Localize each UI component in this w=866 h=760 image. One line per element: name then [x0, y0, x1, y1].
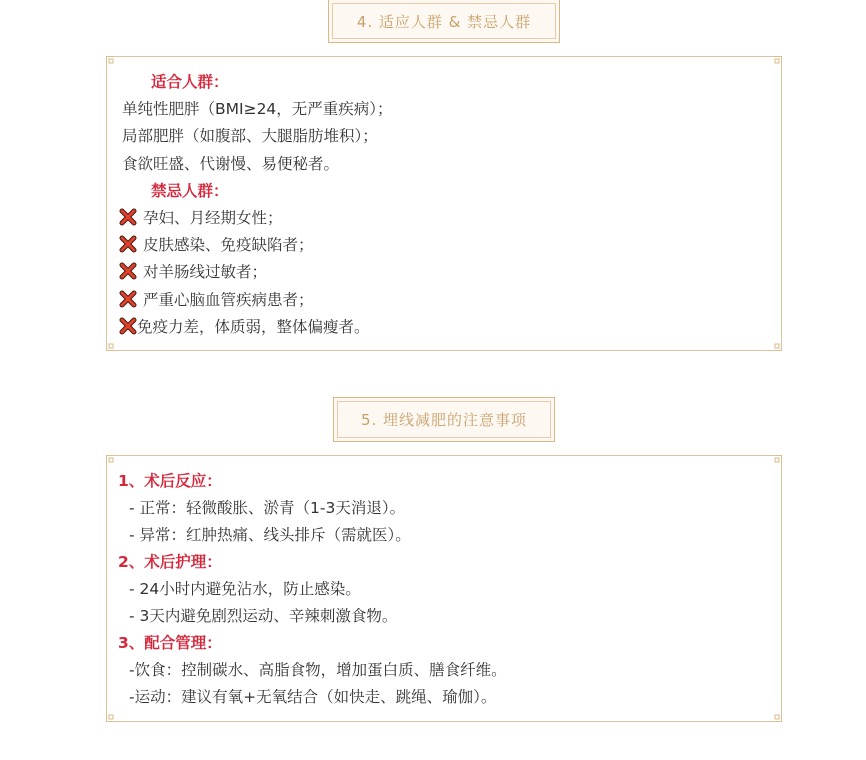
corner-ornament-icon: [106, 56, 116, 66]
contra-item-text: 对羊肠线过敏者；: [143, 263, 268, 281]
red-x-icon: [119, 317, 137, 335]
corner-ornament-icon: [772, 56, 782, 66]
care-item: - 3天内避免剧烈运动、辛辣刺激食物。: [129, 607, 398, 625]
suitable-heading: 适合人群：: [151, 73, 229, 91]
red-x-icon: [119, 290, 137, 308]
suitable-item: 食欲旺盛、代谢慢、易便秘者。: [122, 155, 340, 173]
corner-ornament-icon: [772, 341, 782, 351]
suitable-item: 局部肥胖（如腹部、大腿脂肪堆积）；: [122, 127, 378, 145]
management-heading: 3、配合管理：: [118, 634, 222, 652]
contra-item-text: 严重心脑血管疾病患者；: [143, 291, 314, 309]
care-item: - 24小时内避免沾水，防止感染。: [129, 580, 361, 598]
management-item: -运动：建议有氧+无氧结合（如快走、跳绳、瑜伽）。: [129, 688, 497, 706]
suitable-item: 单纯性肥胖（BMI≥24，无严重疾病）；: [122, 100, 393, 118]
red-x-icon: [119, 262, 137, 280]
section-5-title-tag: [333, 397, 555, 442]
contra-item: [119, 235, 314, 255]
contra-heading: 禁忌人群：: [151, 182, 229, 200]
contra-item: [119, 290, 314, 310]
corner-ornament-icon: [106, 341, 116, 351]
red-x-icon: [119, 208, 137, 226]
contra-item-text: 孕妇、月经期女性；: [143, 209, 283, 227]
reaction-heading: 1、术后反应：: [118, 472, 222, 490]
section-4-title-tag: [328, 0, 560, 43]
corner-ornament-icon: [772, 455, 782, 465]
care-heading: 2、术后护理：: [118, 553, 222, 571]
corner-ornament-icon: [772, 712, 782, 722]
section-4-title: 4. 适应人群 & 禁忌人群: [356, 12, 532, 31]
reaction-item: - 正常：轻微酸胀、淤青（1-3天消退）。: [129, 499, 406, 517]
section-5-box: [106, 455, 782, 722]
contra-item-text: 皮肤感染、免疫缺陷者；: [143, 236, 314, 254]
management-item: -饮食：控制碳水、高脂食物，增加蛋白质、膳食纤维。: [129, 661, 507, 679]
corner-ornament-icon: [106, 455, 116, 465]
contra-item: [119, 262, 267, 282]
reaction-item: - 异常：红肿热痛、线头排斥（需就医）。: [129, 526, 411, 544]
red-x-icon: [119, 235, 137, 253]
section-5-title: 5. 埋线减肥的注意事项: [360, 411, 528, 429]
contra-item-text: 免疫力差，体质弱，整体偏瘦者。: [137, 318, 370, 336]
section-4-box: [106, 56, 782, 351]
corner-ornament-icon: [106, 712, 116, 722]
contra-item: [119, 317, 370, 337]
contra-item: [119, 208, 283, 228]
